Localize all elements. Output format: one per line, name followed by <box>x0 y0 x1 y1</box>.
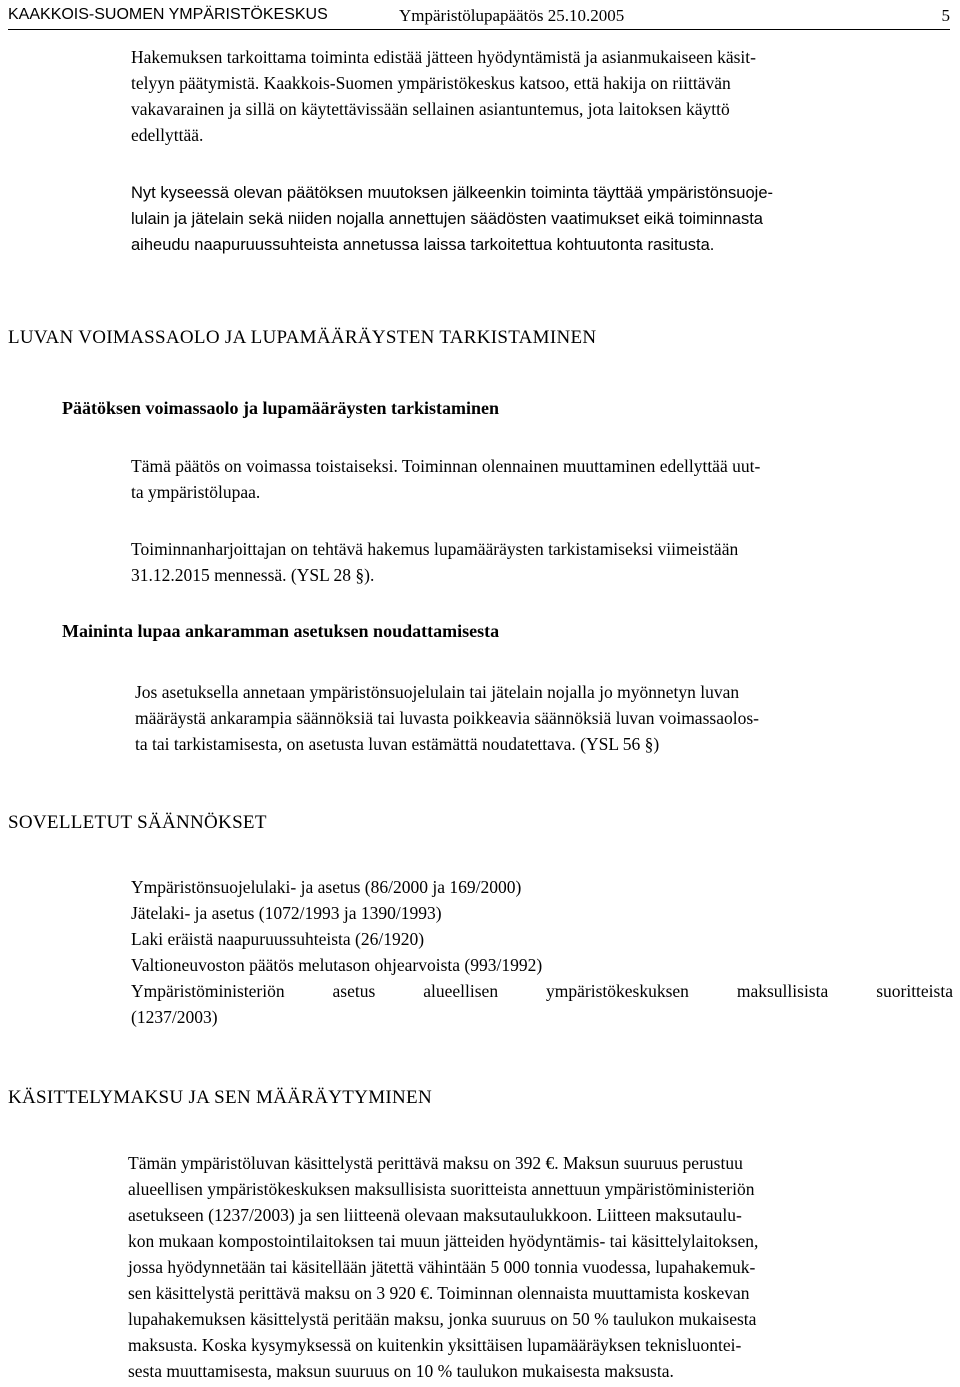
text-line: asetukseen (1237/2003) ja sen liitteenä olevaan maksutaulukkoon. Liitteen maksutaulu- <box>128 1205 742 1225</box>
header-organization: KAAKKOIS-SUOMEN YMPÄRISTÖKESKUS <box>8 6 328 23</box>
text-line: lulain ja jätelain sekä niiden nojalla annettujen säädösten vaatimukset eikä toiminnasta <box>131 210 763 228</box>
subheading-stricter-decree: Maininta lupaa ankaramman asetuksen noudattamisesta <box>62 621 500 641</box>
text-line: aiheudu naapuruussuhteista annetussa laissa tarkoitettua kohtuutonta rasitusta. <box>131 236 715 254</box>
text-line: sesta muuttamisesta, maksun suuruus on 10 % taulukon mukaisesta maksusta. <box>128 1361 674 1381</box>
text-line: jossa hyödynnetään tai käsitellään jätettä vähintään 5 000 tonnia vuodessa, lupahakemuk- <box>128 1257 756 1277</box>
paragraph-suitability <box>131 44 953 148</box>
list-item: (1237/2003) <box>131 1007 218 1027</box>
list-item: Valtioneuvoston päätös melutason ohjearvoista (993/1992) <box>131 955 543 975</box>
list-item: Ympäristöministeriön asetus alueellisen ympäristökeskuksen maksullisista suoritteista <box>131 981 953 1001</box>
text-line: 31.12.2015 mennessä. (YSL 28 §). <box>131 565 375 585</box>
heading-regulations: SOVELLETUT SÄÄNNÖKSET <box>8 812 267 833</box>
text-line: alueellisen ympäristökeskuksen maksullisista suoritteista annettuun ympäristöministeriön <box>128 1179 755 1199</box>
list-item: Laki eräistä naapuruussuhteista (26/1920) <box>131 929 425 949</box>
text-line: maksusta. Koska kysymyksessä on kuitenkin yksittäisen lupamääräyksen teknisluontei- <box>128 1335 742 1355</box>
paragraph-fee <box>128 1150 953 1384</box>
paragraph-compliance <box>131 180 953 258</box>
paragraph-validity <box>131 453 953 505</box>
paragraph-review <box>131 536 953 588</box>
paragraph-stricter-decree <box>135 679 953 757</box>
text-line: ta ympäristölupaa. <box>131 482 261 502</box>
text-line: Toiminnanharjoittajan on tehtävä hakemus lupamääräysten tarkistamiseksi viimeistään <box>131 539 739 559</box>
page-header <box>8 6 950 28</box>
text-line: Jos asetuksella annetaan ympäristönsuojelulain tai jätelain nojalla jo myönnetyn luvan <box>135 682 740 702</box>
text-line: kon mukaan kompostointilaitoksen tai muun jätteiden hyödyntämis- tai käsittelylaitoksen, <box>128 1231 759 1251</box>
text-line: ta tai tarkistamisesta, on asetusta luvan estämättä noudatettava. (YSL 56 §) <box>135 734 660 754</box>
heading-fee: KÄSITTELYMAKSU JA SEN MÄÄRÄYTYMINEN <box>8 1087 432 1108</box>
text-line: Nyt kyseessä olevan päätöksen muutoksen jälkeenkin toiminta täyttää ympäristönsuoje- <box>131 184 774 202</box>
list-item: Ympäristönsuojelulaki- ja asetus (86/2000 ja 169/2000) <box>131 877 522 897</box>
text-line: edellyttää. <box>131 125 204 145</box>
header-document-title: Ympäristölupapäätös 25.10.2005 <box>399 6 625 25</box>
text-line: Hakemuksen tarkoittama toiminta edistää jätteen hyödyntämistä ja asianmukaiseen käsit- <box>131 47 756 67</box>
header-page-number: 5 <box>941 6 950 25</box>
heading-validity: LUVAN VOIMASSAOLO JA LUPAMÄÄRÄYSTEN TARKISTAMINEN <box>8 327 597 348</box>
header-rule <box>8 29 950 30</box>
subheading-validity: Päätöksen voimassaolo ja lupamääräysten tarkistaminen <box>62 398 500 418</box>
text-line: Tämän ympäristöluvan käsittelystä perittävä maksu on 392 €. Maksun suuruus perustuu <box>128 1153 743 1173</box>
text-line: telyyn päätymistä. Kaakkois-Suomen ympäristökeskus katsoo, että hakija on riittävän <box>131 73 731 93</box>
text-line: määräystä ankarampia säännöksiä tai luvasta poikkeavia säännöksiä luvan voimassaolos- <box>135 708 759 728</box>
text-line: sen käsittelystä perittävä maksu on 3 920 €. Toiminnan olennaista muuttamista koskevan <box>128 1283 750 1303</box>
list-item: Jätelaki- ja asetus (1072/1993 ja 1390/1993) <box>131 903 442 923</box>
text-line: Tämä päätös on voimassa toistaiseksi. Toiminnan olennainen muuttaminen edellyttää uut- <box>131 456 761 476</box>
regulations-list <box>131 874 953 1030</box>
text-line: lupahakemuksen käsittelystä peritään maksu, jonka suuruus on 50 % taulukon mukaisesta <box>128 1309 757 1329</box>
text-line: vakavarainen ja sillä on käytettävissään sellainen asiantuntemus, jota laitoksen käyttö <box>131 99 730 119</box>
